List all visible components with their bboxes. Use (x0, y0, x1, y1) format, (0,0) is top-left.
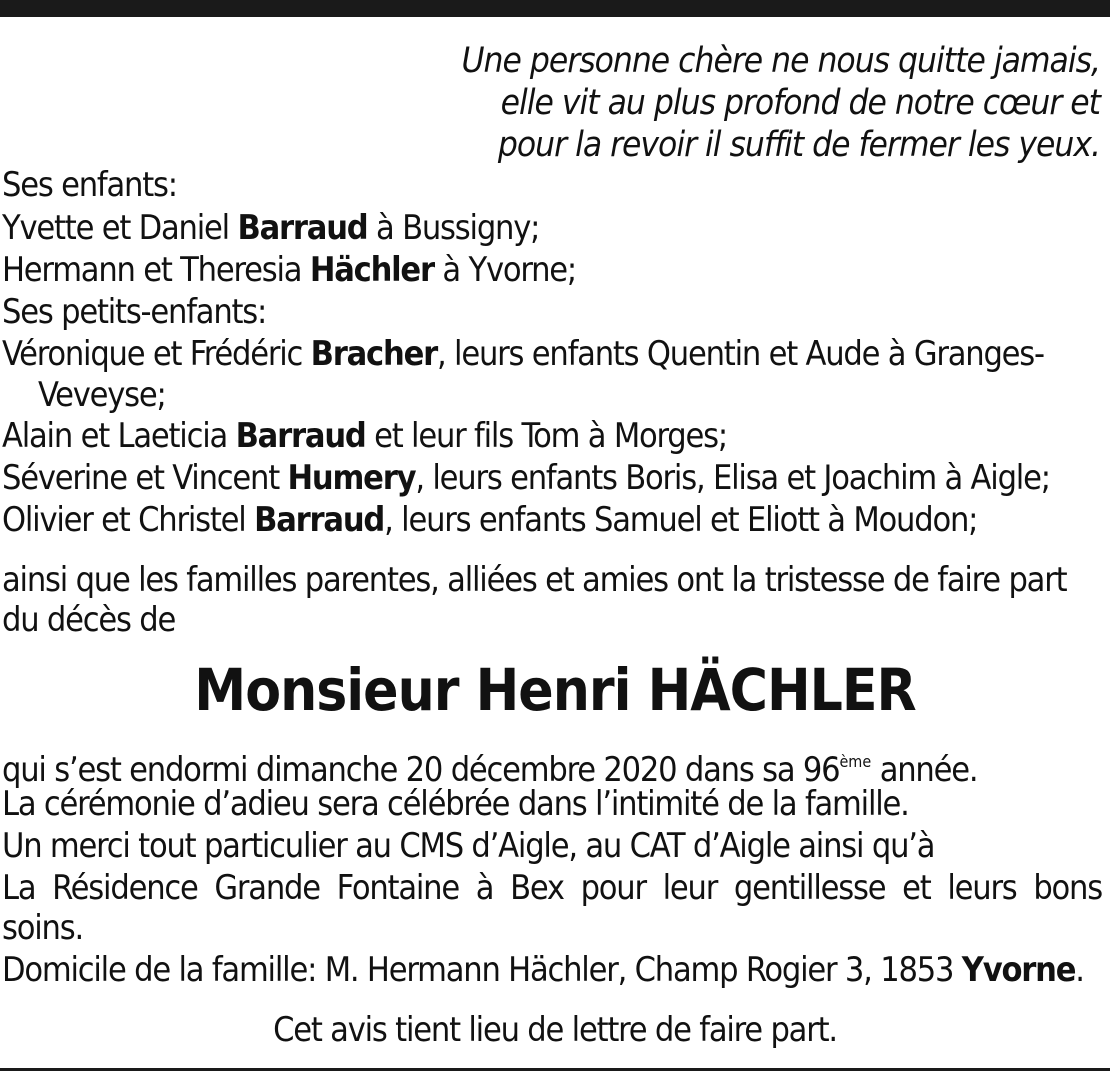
announcement-line: ainsi que les familles parentes, alliées et amies ont la tristesse de faire part (2, 560, 1067, 600)
details: et leur fils Tom à Morges; (374, 416, 728, 456)
place: à Bussigny; (376, 208, 540, 248)
surname: Barraud (235, 416, 366, 456)
place: à Yvorne; (442, 250, 577, 290)
domicile-end: . (1075, 950, 1084, 990)
thanks-line: soins. (2, 908, 83, 948)
names: Véronique et Frédéric (2, 334, 303, 374)
ordinal-suffix: ème (839, 752, 872, 771)
details: Veveyse; (38, 375, 166, 415)
poem (340, 40, 1100, 166)
heading-text: Ses enfants: (2, 165, 177, 205)
names: Yvette et Daniel (2, 208, 229, 248)
names: Alain et Laeticia (2, 416, 228, 456)
domicile-line (2, 950, 1102, 990)
poem-line: Une personne chère ne nous quitte jamais, (461, 41, 1100, 81)
death-text: qui s’est endormi dimanche 20 décembre 2020 dans sa 96 (2, 750, 840, 790)
deceased-name: Monsieur Henri HÄCHLER (194, 656, 916, 724)
bottom-border (0, 1068, 1110, 1071)
names: Séverine et Vincent (2, 458, 279, 498)
surname: Humery (287, 458, 416, 498)
details: , leurs enfants Samuel et Eliott à Moudon; (384, 500, 978, 540)
thanks-line: Un merci tout particulier au CMS d’Aigle, au CAT d’Aigle ainsi qu’à (2, 826, 935, 866)
children-heading (2, 165, 1102, 205)
heading-text: Ses petits-enfants: (2, 292, 267, 332)
domicile-text: Domicile de la famille: M. Hermann Hächler, Champ Rogier 3, 1853 (2, 950, 954, 990)
grandchild-entry (2, 334, 1102, 374)
ceremony-line: La cérémonie d’adieu sera célébrée dans l’intimité de la famille. (2, 784, 909, 824)
child-entry (2, 250, 1102, 290)
thanks-line: La Résidence Grande Fontaine à Bex pour leur gentillesse et leurs bons (2, 868, 1102, 908)
death-text-end: année. (879, 750, 978, 790)
surname: Bracher (310, 334, 438, 374)
footer-note: Cet avis tient lieu de lettre de faire part. (273, 1010, 837, 1050)
domicile-town: Yvorne (961, 950, 1076, 990)
death-date-line (2, 742, 1102, 790)
grandchild-entry-continued (38, 375, 1102, 415)
grandchild-entry (2, 416, 1102, 456)
poem-line: pour la revoir il suffit de fermer les yeux. (497, 125, 1100, 165)
grandchild-entry (2, 458, 1102, 498)
surname: Hächler (309, 250, 434, 290)
names: Olivier et Christel (2, 500, 246, 540)
grandchildren-heading (2, 292, 1102, 332)
surname: Barraud (254, 500, 385, 540)
surname: Barraud (237, 208, 368, 248)
details: , leurs enfants Boris, Elisa et Joachim à Aigle; (415, 458, 1050, 498)
poem-line: elle vit au plus profond de notre cœur et (500, 83, 1100, 123)
child-entry (2, 208, 1102, 248)
names: Hermann et Theresia (2, 250, 302, 290)
grandchild-entry (2, 500, 1102, 540)
details: , leurs enfants Quentin et Aude à Granges- (437, 334, 1044, 374)
top-border (0, 0, 1110, 17)
announcement-line: du décès de (2, 600, 176, 640)
